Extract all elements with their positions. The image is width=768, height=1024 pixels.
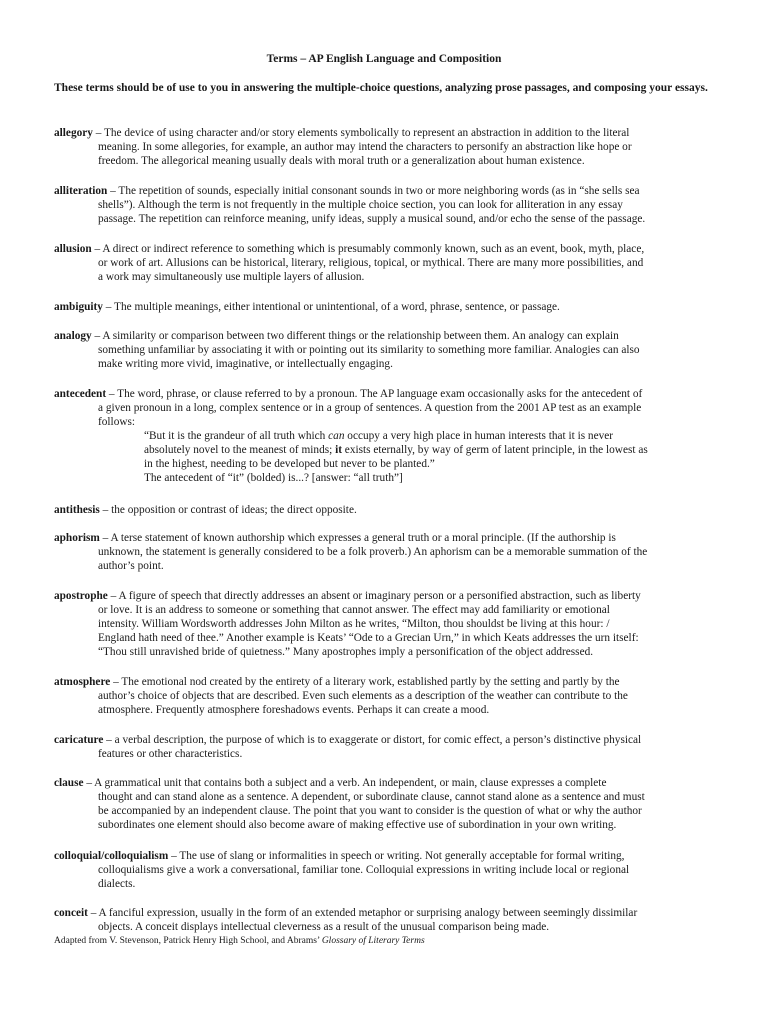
definition-line: – A direct or indirect reference to something which is presumably commonly known, such as an event, book, myth, place,: [91, 243, 645, 255]
definition-line: – A fanciful expression, usually in the form of an extended metaphor or surprising analogy between seemingly dissimilar: [87, 907, 638, 919]
glossary-entry-caricature: [54, 733, 716, 761]
definition-line: – The repetition of sounds, especially initial consonant sounds in two or more neighboring words (as in “she sells sea: [107, 185, 640, 197]
term-name: colloquial/colloquialism: [54, 850, 169, 862]
glossary-entry-antithesis: [54, 503, 716, 517]
definition-line: – The multiple meanings, either intentional or unintentional, of a word, phrase, sentence, or passage.: [102, 301, 560, 313]
term-name: antithesis: [54, 504, 100, 516]
term-name: aphorism: [54, 532, 100, 544]
definition-line: objects. A conceit displays intellectual cleverness as a result of the unusual comparison being made.: [98, 921, 550, 933]
term-name: ambiguity: [54, 301, 103, 313]
definition-line: or love. It is an address to someone or something that cannot answer. The effect may add familiarity or emotional: [98, 604, 610, 616]
glossary-entry-colloquialism: [54, 849, 716, 891]
definition-line: a given pronoun in a long, complex sentence or in a group of sentences. A question from the 2001 AP test as an example: [98, 402, 642, 414]
definition-line: – a verbal description, the purpose of which is to exaggerate or distort, for comic effect, a person’s distinctive physical: [103, 734, 642, 746]
glossary-entry-antecedent: [54, 387, 716, 485]
definition-line: – The emotional nod created by the entirety of a literary work, established partly by the setting and partly by the: [110, 676, 620, 688]
intro-paragraph: These terms should be of use to you in answering the multiple-choice questions, analyzing prose passages, and composing your essays.: [54, 82, 708, 94]
footer-credit: Adapted from V. Stevenson, Patrick Henry High School, and Abrams’: [54, 936, 322, 946]
definition-line: thought and can stand alone as a sentence. A dependent, or subordinate clause, cannot stand alone as a sentence and must: [98, 791, 645, 803]
glossary-entry-ambiguity: [54, 300, 716, 314]
definition-line: – the opposition or contrast of ideas; the direct opposite.: [99, 504, 357, 516]
glossary-entry-atmosphere: [54, 675, 716, 717]
definition-line: author’s choice of objects that are described. Even such elements as a description of the weather can contribute to the: [98, 690, 628, 702]
quote-answer: The antecedent of “it” (bolded) is...? [answer: “all truth”]: [144, 472, 403, 484]
glossary-entry-allusion: [54, 242, 716, 284]
definition-line: – The word, phrase, or clause referred to by a pronoun. The AP language exam occasionally asks for the antecedent of: [106, 388, 643, 400]
definition-line: – A terse statement of known authorship which expresses a general truth or a moral principle. (If the authorship is: [99, 532, 616, 544]
definition-line: a work may simultaneously use multiple layers of allusion.: [98, 271, 365, 283]
definition-line: make writing more vivid, imaginative, or intellectually engaging.: [98, 358, 393, 370]
term-name: apostrophe: [54, 590, 108, 602]
term-name: conceit: [54, 907, 88, 919]
definition-line: colloquialisms give a work a conversational, familiar tone. Colloquial expressions in writing include local or regional: [98, 864, 630, 876]
definition-line: dialects.: [98, 878, 136, 890]
definition-line: follows:: [98, 416, 136, 428]
definition-line: – The use of slang or informalities in speech or writing. Not generally acceptable for formal writing,: [168, 850, 625, 862]
definition-line: features or other characteristics.: [98, 748, 243, 760]
term-name: antecedent: [54, 388, 107, 400]
glossary-entry-allegory: [54, 126, 716, 168]
glossary-entry-aphorism: [54, 531, 716, 573]
definition-line: meaning. In some allegories, for example, an author may intend the characters to personify an abstraction like hope or: [98, 141, 632, 153]
glossary-entry-apostrophe: [54, 589, 716, 659]
page-title: Terms – AP English Language and Composition: [266, 53, 502, 65]
page-footer: [54, 936, 425, 946]
definition-line: intensity. William Wordsworth addresses John Milton as he writes, “Milton, thou shouldst be living at this hour: /: [98, 618, 610, 630]
glossary-entry-alliteration: [54, 184, 716, 226]
definition-line: be accompanied by an independent clause. The point that you want to consider is the question of what or why the author: [98, 805, 642, 817]
glossary-entry-clause: [54, 776, 716, 832]
definition-line: shells”). Although the term is not frequently in the multiple choice section, you can look for alliteration in any essay: [98, 199, 623, 211]
term-name: allusion: [54, 243, 92, 255]
term-name: alliteration: [54, 185, 108, 197]
glossary-entry-analogy: [54, 329, 716, 371]
definition-line: or work of art. Allusions can be historical, literary, religious, topical, or mythical. There are many more possibilities, and: [98, 257, 644, 269]
definition-line: passage. The repetition can reinforce meaning, unify ideas, supply a musical sound, and/or echo the sense of the passage.: [98, 213, 646, 225]
term-name: analogy: [54, 330, 92, 342]
definition-line: – A figure of speech that directly addresses an absent or imaginary person or a personified abstraction, such as liberty: [107, 590, 641, 602]
definition-line: unknown, the statement is generally considered to be a folk proverb.) An aphorism can be a memorable summation of the: [98, 546, 648, 558]
term-name: allegory: [54, 127, 93, 139]
definition-line: subordinates one element should also become aware of making effective use of subordination in your own writing.: [98, 819, 617, 831]
definition-line: England hath need of thee.” Another example is Keats’ “Ode to a Grecian Urn,” in which Keats addresses the urn itself:: [98, 632, 639, 644]
definition-line: – The device of using character and/or story elements symbolically to represent an abstraction in addition to the literal: [92, 127, 630, 139]
definition-line: – A similarity or comparison between two different things or the relationship between them. An analogy can explain: [91, 330, 619, 342]
definition-line: “Thou still unravished bride of quietness.” Many apostrophes imply a personification of the object addressed.: [98, 646, 594, 658]
definition-line: something unfamiliar by associating it with or pointing out its similarity to something more familiar. Analogies can also: [98, 344, 640, 356]
footer-source-title: Glossary of Literary Terms: [321, 936, 425, 946]
example-quote: “But it is the grandeur of all truth which can occupy a very high place in human interests that it is never absolutely novel to the meanest of minds; it exists eternally, by way of germ of latent principle, in the lowest as in the highest, needing to be developed but never to be planted.” The antecedent of “it” (bolded) is...? [answer: “all truth”]: [54, 429, 716, 485]
term-name: clause: [54, 777, 84, 789]
glossary-entry-conceit: [54, 906, 716, 934]
definition-line: – A grammatical unit that contains both a subject and a verb. An independent, or main, clause expresses a complete: [83, 777, 607, 789]
term-name: atmosphere: [54, 676, 111, 688]
definition-line: freedom. The allegorical meaning usually deals with moral truth or a generalization about human existence.: [98, 155, 585, 167]
definition-line: author’s point.: [98, 560, 164, 572]
term-name: caricature: [54, 734, 104, 746]
definition-line: atmosphere. Frequently atmosphere foreshadows events. Perhaps it can create a mood.: [98, 704, 490, 716]
